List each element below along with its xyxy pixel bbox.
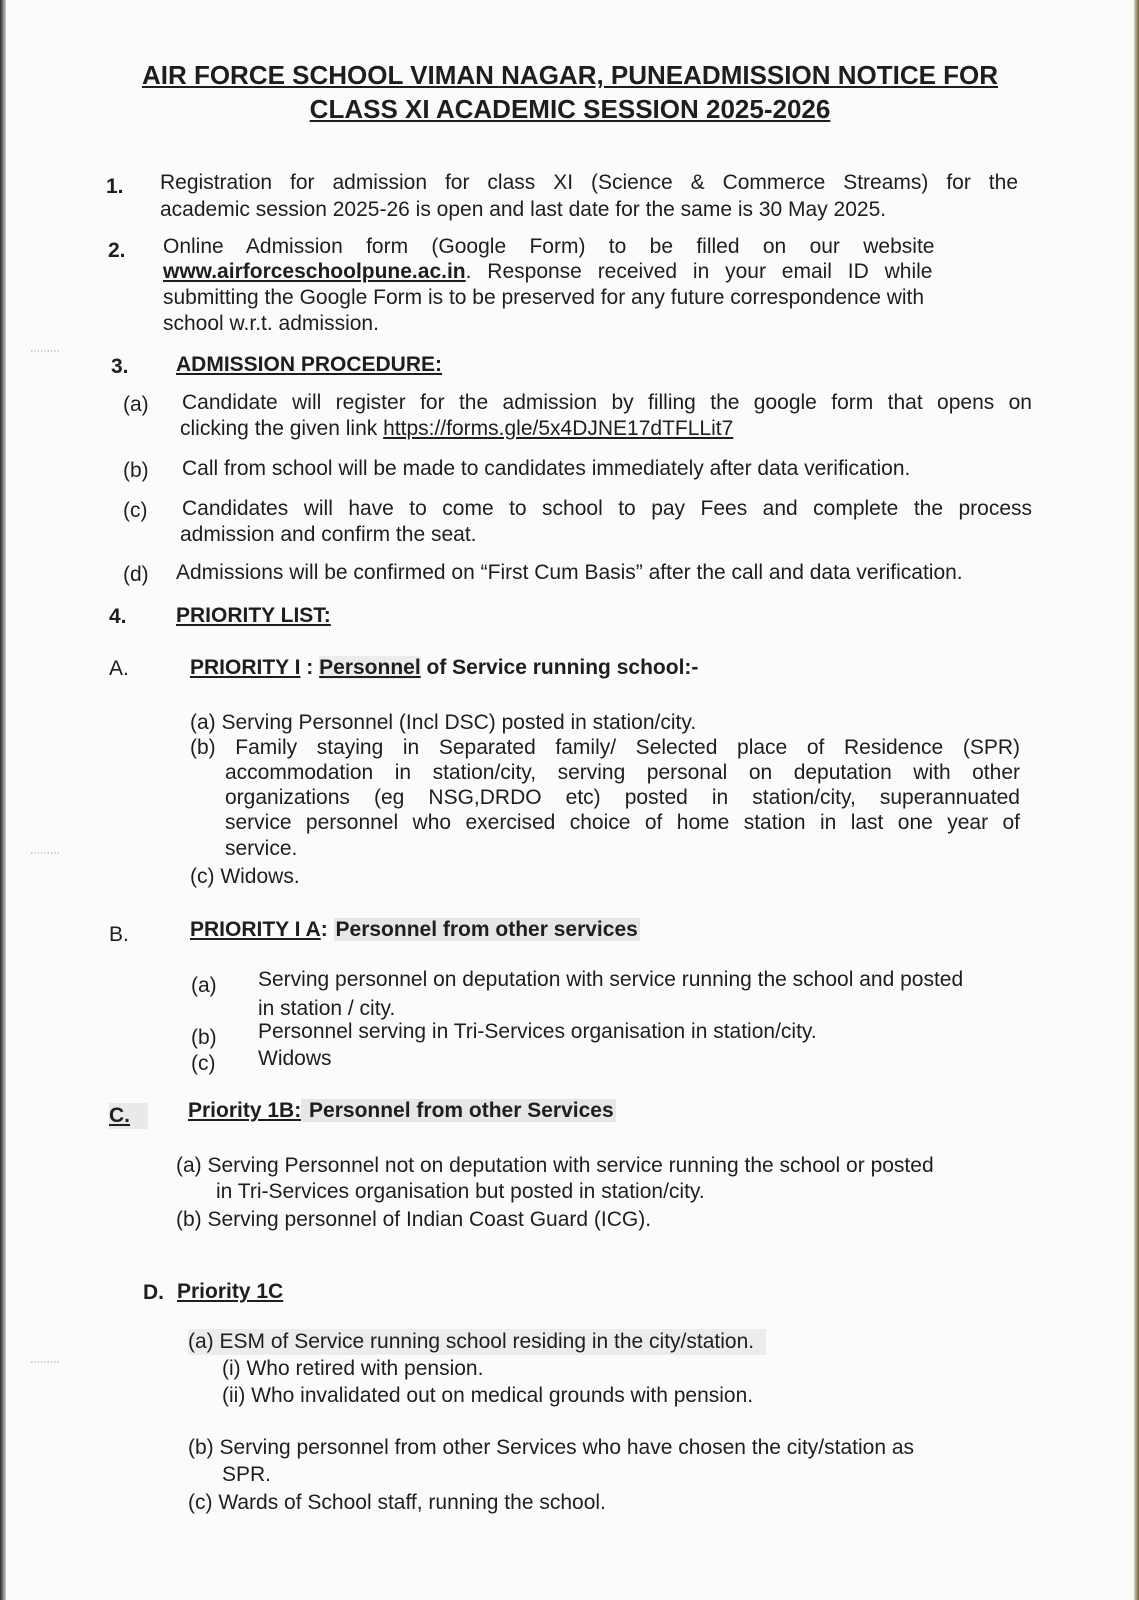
section-a-item-b-line-4: service personnel who exercised choice of home station in last one year of: [225, 811, 1020, 834]
section-d-heading: Priority 1C: [177, 1280, 284, 1303]
section-d-item-c: (c) Wards of School staff, running the school.: [188, 1491, 606, 1514]
section-a-item-b-line-3: organizations (eg NSG,DRDO etc) posted in station/city, superannuated: [225, 786, 1020, 809]
notice-title: [100, 58, 1040, 126]
item-2-line-2: [163, 259, 932, 285]
section-c-heading-underlined: Priority 1B:: [188, 1099, 302, 1122]
section-a-item-b-line-1: (b) Family staying in Separated family/ Selected place of Residence (SPR): [190, 736, 1020, 759]
scan-edge-right: [1134, 0, 1139, 1600]
section-a-heading: [190, 655, 698, 681]
item-4-number: 4.: [109, 605, 127, 628]
section-a-heading-highlight: Personnel: [319, 656, 421, 679]
section-a-item-a: (a) Serving Personnel (Incl DSC) posted in station/city.: [190, 711, 697, 734]
section-d-item-a: (a) ESM of Service running school residing in the city/station.: [188, 1329, 766, 1355]
item-3a-line-2: [180, 416, 733, 442]
item-3a-line-1: Candidate will register for the admission by filling the google form that opens on: [182, 391, 1032, 414]
scan-speck: ⋯⋯⋯: [30, 346, 60, 357]
item-2-line-4: school w.r.t. admission.: [163, 312, 379, 335]
scan-speck: ⋯⋯⋯: [30, 848, 60, 859]
section-b-heading-colon: :: [320, 918, 334, 941]
section-b-item-a-line-1: Serving personnel on deputation with service running the school and posted: [258, 968, 964, 991]
item-3c-line-1: Candidates will have to come to school to pay Fees and complete the process: [182, 497, 1032, 520]
item-3-number: 3.: [111, 355, 129, 378]
section-d-item-b-line-1: (b) Serving personnel from other Services who have chosen the city/station as: [188, 1436, 915, 1459]
section-b-item-b: Personnel serving in Tri-Services organisation in station/city.: [258, 1020, 817, 1043]
priority-list-heading: PRIORITY LIST:: [176, 604, 331, 627]
section-b-heading-highlight: Personnel from other services: [335, 918, 638, 941]
section-a-item-b-line-5: service.: [225, 837, 298, 860]
section-d-item-b-line-2: SPR.: [222, 1463, 272, 1486]
section-a-item-b-line-2: accommodation in station/city, serving personal on deputation with other: [225, 761, 1020, 784]
section-b-item-c: Widows: [258, 1047, 332, 1070]
item-1-number: 1.: [106, 175, 124, 198]
item-3b-text: Call from school will be made to candidates immediately after data verification.: [182, 457, 911, 480]
section-a-heading-rest: of Service running school:-: [420, 656, 699, 679]
item-2-number: 2.: [108, 239, 126, 262]
section-a-heading-colon: :: [300, 656, 320, 679]
item-1-line-1: Registration for admission for class XI (Science & Commerce Streams) for the: [160, 171, 1018, 194]
scan-speck: ⋯⋯⋯: [30, 1357, 60, 1368]
item-2-line-2-rest: . Response received in your email ID while: [465, 260, 933, 283]
section-a-letter: A.: [109, 657, 129, 680]
item-3c-label: (c): [123, 499, 148, 522]
section-c-letter: C.: [109, 1103, 148, 1129]
item-3a-line-2-prefix: clicking the given link: [180, 417, 384, 440]
google-form-link[interactable]: https://forms.gle/5x4DJNE17dTFLLit7: [383, 417, 734, 440]
section-b-item-a-label: (a): [191, 974, 217, 997]
section-c-heading: [188, 1098, 616, 1124]
scan-edge-left: [0, 0, 6, 1600]
item-2-line-1: Online Admission form (Google Form) to be filled on our website: [163, 235, 935, 258]
section-b-item-a-line-2: in station / city.: [258, 997, 396, 1020]
school-website-link[interactable]: www.airforceschoolpune.ac.in: [163, 260, 466, 283]
section-d-item-a-ii: (ii) Who invalidated out on medical grounds with pension.: [222, 1384, 754, 1407]
section-a-item-c: (c) Widows.: [190, 865, 300, 888]
section-c-item-a-line-2: in Tri-Services organisation but posted in station/city.: [216, 1180, 705, 1203]
section-b-item-c-label: (c): [191, 1052, 216, 1075]
section-d-letter: D.: [143, 1281, 164, 1304]
title-line-1: AIR FORCE SCHOOL VIMAN NAGAR, PUNEADMISSION NOTICE FOR: [141, 60, 999, 90]
item-3d-label: (d): [123, 563, 149, 586]
section-d-item-a-i: (i) Who retired with pension.: [222, 1357, 484, 1380]
section-b-letter: B.: [109, 923, 129, 946]
section-b-heading-underlined: PRIORITY I A: [190, 918, 321, 941]
section-b-item-b-label: (b): [191, 1026, 217, 1049]
section-c-heading-highlight: Personnel from other Services: [303, 1099, 614, 1122]
section-c-item-a-line-1: (a) Serving Personnel not on deputation with service running the school or posted: [176, 1154, 934, 1177]
item-3c-line-2: admission and confirm the seat.: [180, 523, 477, 546]
section-c-item-b: (b) Serving personnel of Indian Coast Guard (ICG).: [176, 1208, 652, 1231]
item-1-line-2: academic session 2025-26 is open and last date for the same is 30 May 2025.: [160, 198, 887, 221]
item-2-line-3: submitting the Google Form is to be preserved for any future correspondence with: [163, 286, 925, 309]
item-3a-label: (a): [123, 393, 149, 416]
section-b-heading: [190, 917, 640, 943]
title-line-2: CLASS XI ACADEMIC SESSION 2025-2026: [309, 94, 831, 124]
item-3d-text: Admissions will be confirmed on “First Cum Basis” after the call and data verification.: [176, 561, 963, 584]
admission-procedure-heading: ADMISSION PROCEDURE:: [176, 353, 443, 376]
section-a-heading-underlined: PRIORITY I: [190, 656, 301, 679]
item-3b-label: (b): [123, 459, 149, 482]
